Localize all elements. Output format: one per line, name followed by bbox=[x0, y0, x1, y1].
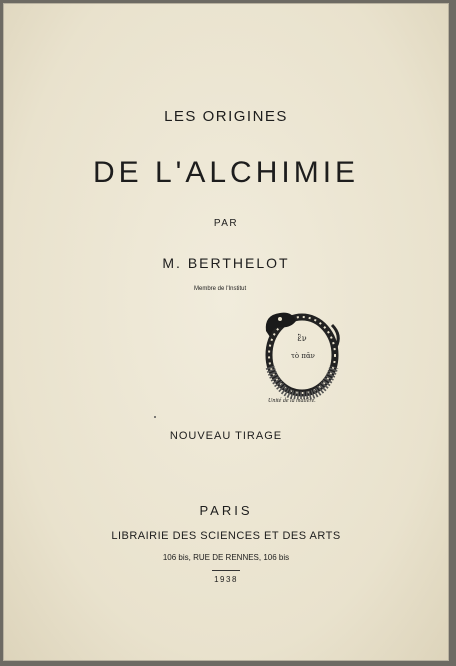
year: 1938 bbox=[214, 575, 238, 584]
main-title: DE L'ALCHIMIE bbox=[92, 156, 360, 189]
address: 106 bis, RUE DE RENNES, 106 bis bbox=[162, 553, 290, 562]
author-note: Membre de l'Institut bbox=[194, 286, 247, 292]
ouroboros-serpent-icon bbox=[260, 305, 344, 399]
city: PARIS bbox=[199, 503, 253, 518]
publisher: LIBRAIRIE DES SCIENCES ET DES ARTS bbox=[111, 530, 341, 542]
author-name: M. BERTHELOT bbox=[162, 255, 290, 271]
emblem-text-top: ἓν bbox=[297, 334, 307, 343]
emblem-text-bottom: τὸ πᾶν bbox=[291, 352, 315, 360]
title-line-1: LES ORIGINES bbox=[164, 108, 288, 125]
emblem-caption: Unité de la matière. bbox=[268, 398, 316, 404]
divider bbox=[212, 570, 240, 571]
paper-speck bbox=[154, 416, 156, 418]
par-label: PAR bbox=[213, 218, 239, 229]
title-page bbox=[4, 4, 448, 660]
edition-label: NOUVEAU TIRAGE bbox=[169, 430, 283, 442]
